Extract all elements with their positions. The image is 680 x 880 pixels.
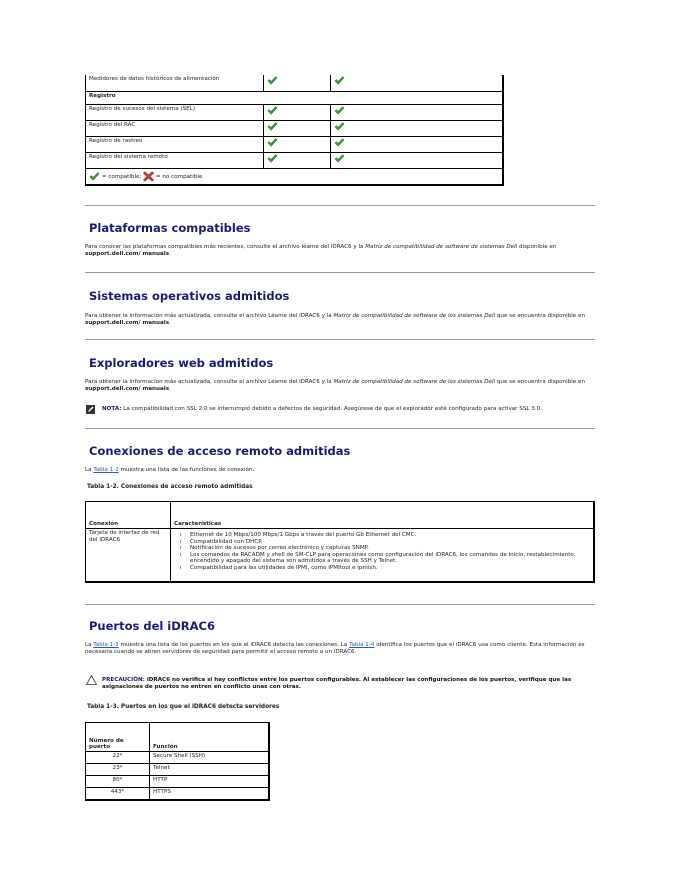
legend-not-compatible: = no compatible — [155, 173, 203, 180]
check-icon — [334, 76, 345, 85]
feature-item: ı Notificación de sucesos por correo electrónico y capturas SNMP. — [190, 545, 590, 552]
check-icon — [334, 106, 345, 115]
features-list — [174, 532, 590, 571]
check-icon — [334, 138, 345, 147]
divider — [85, 604, 595, 605]
cell — [331, 136, 504, 152]
section-heading: Conexiones de acceso remoto admitidas — [89, 444, 351, 458]
divider — [85, 339, 595, 340]
port-function: Telnet — [150, 764, 270, 776]
port-function: HTTP — [150, 776, 270, 788]
col-header: Características — [171, 502, 595, 529]
cell — [331, 152, 504, 168]
section-paragraph: Para obtener la información más actualizada, consulte el archivo Léame del iDRAC6 y la Matriz de compatibilidad de software de los sistemas Dell que se encuentra disponible en support.dell.com/ manuals. — [85, 313, 586, 326]
table-row — [86, 776, 270, 788]
table-row — [86, 75, 504, 91]
section-heading: Puertos del iDRAC6 — [89, 619, 215, 633]
port-number: 80* — [86, 776, 150, 788]
table-row — [86, 136, 504, 152]
section-paragraph: Para conocer las plataformas compatibles más recientes, consulte el archivo léame del iDRAC6 y la Matriz de compatibilidad de software de sistemas Dell disponible en support.dell.com/ manuals. — [85, 244, 557, 257]
table-link[interactable]: Tabla 1-4 — [349, 642, 375, 648]
feature-label: Medidores de datos históricos de alimentación — [86, 75, 264, 91]
divider — [85, 428, 595, 429]
feature-label: Registro de sucesos del sistema (SEL) — [86, 104, 264, 120]
port-number: 22* — [86, 752, 150, 764]
row-label: Tarjeta de interfaz de red del iDRAC6 — [86, 529, 171, 582]
feature-label: Registro del sistema remoto — [86, 152, 264, 168]
section-paragraph: Para obtener la información más actualizada, consulte el archivo Léame del iDRAC6 y la Matriz de compatibilidad de software de los sistemas Dell que se encuentra disponible en support.dell.com/ manuals. — [85, 379, 586, 392]
table-caption: Tabla 1-2. Conexiones de acceso remoto admitidas — [87, 484, 253, 490]
feature-table — [85, 75, 504, 186]
table-row — [86, 91, 504, 104]
note: NOTA: La compatibilidad con SSL 2.0 se interrumpió debido a defectos de seguridad. Asegúrese de que el explorador esté configurado para activar SSL 3.0. — [102, 406, 542, 412]
cell — [331, 120, 504, 136]
port-number: 23* — [86, 764, 150, 776]
section-paragraph: La Tabla 1-3 muestra una lista de los puertos en los que el iDRAC6 detecta las conexiones. La Tabla 1-4 identifica los puertos que el iDRAC6 usa como cliente. Esta información es necesaria cuando se abren servidores de seguridad para permitir el acceso remoto a un iDRAC6. — [85, 642, 585, 655]
col-header: Número de puerto — [86, 723, 150, 752]
cell — [264, 120, 331, 136]
ports-table — [85, 722, 270, 801]
check-icon — [267, 122, 278, 131]
table-row — [86, 120, 504, 136]
feature-label: Registro de rastreo — [86, 136, 264, 152]
check-icon — [267, 138, 278, 147]
cell — [264, 75, 331, 91]
feature-item: ı Compatibilidad para las utilidades de IPMI, como IPMItool e ipmish. — [190, 565, 590, 572]
col-header: Función — [150, 723, 270, 752]
cell — [331, 75, 504, 91]
connections-table — [85, 501, 595, 583]
feature-label: Registro del RAC — [86, 120, 264, 136]
cell — [264, 152, 331, 168]
table-row — [86, 152, 504, 168]
table-caption: Tabla 1-3. Puertos en los que el iDRAC6 detecta servidores — [87, 704, 280, 710]
check-icon — [89, 172, 100, 181]
cell — [264, 104, 331, 120]
check-icon — [267, 106, 278, 115]
legend — [86, 168, 504, 185]
cell — [331, 104, 504, 120]
col-header: Conexión — [86, 502, 171, 529]
legend-compatible: = compatible; — [101, 173, 142, 180]
table-row — [86, 764, 270, 776]
port-function: HTTPS — [150, 788, 270, 800]
section-row: Registro — [86, 91, 504, 104]
table-row — [86, 752, 270, 764]
section-heading: Sistemas operativos admitidos — [89, 289, 290, 303]
table-row — [86, 788, 270, 800]
port-number: 443* — [86, 788, 150, 800]
cell — [264, 136, 331, 152]
divider — [85, 205, 595, 206]
note-pencil-icon — [86, 405, 95, 414]
section-heading: Plataformas compatibles — [89, 221, 251, 235]
divider — [85, 272, 595, 273]
caution-triangle-icon — [86, 675, 97, 685]
port-function: Secure Shell (SSH) — [150, 752, 270, 764]
table-link[interactable]: Tabla 1-2 — [93, 467, 119, 473]
section-paragraph: La Tabla 1-2 muestra una lista de las funciones de conexión. — [85, 467, 255, 473]
caution: PRECAUCIÓN: iDRAC6 no verifica si hay conflictos entre los puertos configurables. Al establecer las configuraciones de los puertos, verifique que las asignaciones de puertos no entren en conflicto unas con otras. — [102, 677, 572, 690]
section-heading: Exploradores web admitidos — [89, 356, 274, 370]
feature-item: ı Ethernet de 10 Mbps/100 Mbps/1 Gbps a través del puerto Gb Ethernet del CMC. — [190, 532, 590, 539]
x-icon — [143, 171, 154, 182]
check-icon — [334, 122, 345, 131]
check-icon — [267, 154, 278, 163]
table-link[interactable]: Tabla 1-3 — [93, 642, 119, 648]
check-icon — [267, 76, 278, 85]
feature-item: ı Compatibilidad con DHCP. — [190, 539, 590, 546]
check-icon — [334, 154, 345, 163]
feature-item: ı Los comandos de RACADM y shell de SM-CLP para operaciones como configuración del iDRAC6, los comandos de inicio, restablecimiento, encendido y apagado del sistema son admitidos a través de SSH y Telnet. — [190, 552, 590, 565]
table-row — [86, 104, 504, 120]
